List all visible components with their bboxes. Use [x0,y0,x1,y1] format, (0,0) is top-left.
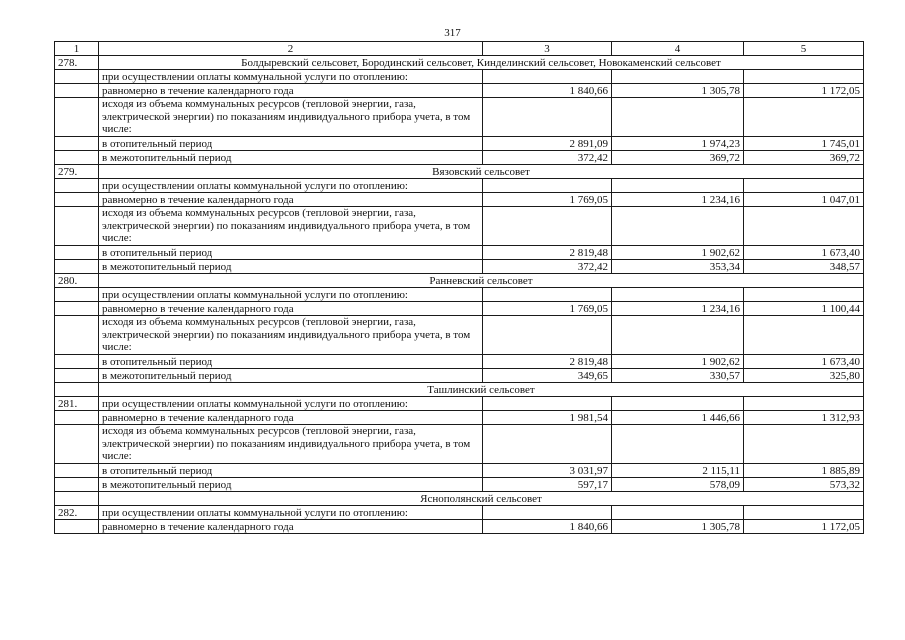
value-cell: 1 305,78 [612,520,744,534]
row-label: исходя из объема коммунальных ресурсов (тепловой энергии, газа, электрической энергии) по показаниям индивидуального прибора учета, в том числе: [99,316,483,355]
table-row [55,151,864,165]
value-cell: 348,57 [744,260,864,274]
row-label: равномерно в течение календарного года [99,411,483,425]
row-number: 280. [55,274,99,288]
value-cell: 1 312,93 [744,411,864,425]
value-cell: 573,32 [744,478,864,492]
row-label: исходя из объема коммунальных ресурсов (тепловой энергии, газа, электрической энергии) по показаниям индивидуального прибора учета, в том числе: [99,98,483,137]
tariff-table [54,41,864,534]
row-label: в отопительный период [99,246,483,260]
empty-cell [483,425,612,464]
empty-cell [744,506,864,520]
row-number: 278. [55,56,99,70]
row-label: в отопительный период [99,355,483,369]
row-label: при осуществлении оплаты коммунальной услуги по отоплению: [99,397,483,411]
value-cell: 3 031,97 [483,464,612,478]
empty-cell [612,288,744,302]
empty-cell [612,179,744,193]
table-row [55,425,864,464]
empty-cell [483,506,612,520]
empty-cell [612,70,744,84]
section-title: Яснополянский сельсовет [99,492,864,506]
empty-cell [744,288,864,302]
table-row [55,70,864,84]
empty-cell [55,369,99,383]
value-cell: 1 981,54 [483,411,612,425]
table-row [55,478,864,492]
value-cell: 349,65 [483,369,612,383]
empty-cell [612,425,744,464]
value-cell: 1 047,01 [744,193,864,207]
value-cell: 1 769,05 [483,193,612,207]
column-header: 1 [55,42,99,56]
section-title-row [55,165,864,179]
row-label: в межотопительный период [99,260,483,274]
value-cell: 330,57 [612,369,744,383]
empty-cell [55,302,99,316]
row-label: равномерно в течение календарного года [99,302,483,316]
value-cell: 1 234,16 [612,193,744,207]
empty-cell [55,425,99,464]
column-header: 3 [483,42,612,56]
row-label: в отопительный период [99,464,483,478]
table-row [55,84,864,98]
empty-cell [612,506,744,520]
row-label: в отопительный период [99,137,483,151]
empty-cell [55,193,99,207]
empty-cell [483,98,612,137]
empty-cell [744,425,864,464]
row-label: в межотопительный период [99,151,483,165]
page-number: 317 [444,27,461,39]
empty-cell [55,492,99,506]
empty-cell [55,288,99,302]
value-cell: 2 819,48 [483,246,612,260]
value-cell: 2 891,09 [483,137,612,151]
value-cell: 1 840,66 [483,84,612,98]
empty-cell [55,316,99,355]
empty-cell [55,355,99,369]
table-row [55,302,864,316]
empty-cell [612,316,744,355]
empty-cell [55,207,99,246]
row-label: при осуществлении оплаты коммунальной услуги по отоплению: [99,70,483,84]
empty-cell [744,70,864,84]
value-cell: 1 885,89 [744,464,864,478]
table-row [55,316,864,355]
empty-cell [55,520,99,534]
row-number: 281. [55,397,99,411]
value-cell: 1 305,78 [612,84,744,98]
empty-cell [55,464,99,478]
section-title-row [55,492,864,506]
empty-cell [744,397,864,411]
value-cell: 1 172,05 [744,84,864,98]
empty-cell [612,397,744,411]
row-label: при осуществлении оплаты коммунальной услуги по отоплению: [99,179,483,193]
row-label: равномерно в течение календарного года [99,84,483,98]
empty-cell [55,84,99,98]
section-title-row [55,383,864,397]
empty-cell [483,70,612,84]
value-cell: 1 234,16 [612,302,744,316]
empty-cell [612,207,744,246]
header-row [55,42,864,56]
value-cell: 597,17 [483,478,612,492]
row-label: при осуществлении оплаты коммунальной услуги по отоплению: [99,288,483,302]
row-label: исходя из объема коммунальных ресурсов (тепловой энергии, газа, электрической энергии) по показаниям индивидуального прибора учета, в том числе: [99,207,483,246]
table-row [55,288,864,302]
empty-cell [55,98,99,137]
value-cell: 1 974,23 [612,137,744,151]
value-cell: 1 769,05 [483,302,612,316]
row-label: при осуществлении оплаты коммунальной услуги по отоплению: [99,506,483,520]
empty-cell [55,179,99,193]
table-row [55,179,864,193]
value-cell: 1 745,01 [744,137,864,151]
empty-cell [55,478,99,492]
empty-cell [612,98,744,137]
table-row [55,246,864,260]
value-cell: 369,72 [612,151,744,165]
table-row [55,260,864,274]
empty-cell [55,151,99,165]
value-cell: 353,34 [612,260,744,274]
row-label: равномерно в течение календарного года [99,193,483,207]
section-title: Болдыревский сельсовет, Бородинский сельсовет, Кинделинский сельсовет, Новокаменский сельсовет [99,56,864,70]
table-row [55,137,864,151]
empty-cell [55,260,99,274]
section-title: Вязовский сельсовет [99,165,864,179]
table-row [55,207,864,246]
row-number: 279. [55,165,99,179]
column-header: 2 [99,42,483,56]
value-cell: 578,09 [612,478,744,492]
row-label: в межотопительный период [99,369,483,383]
section-title-row [55,56,864,70]
section-title: Ташлинский сельсовет [99,383,864,397]
table-row [55,520,864,534]
empty-cell [483,288,612,302]
empty-cell [744,207,864,246]
table-row [55,193,864,207]
value-cell: 1 172,05 [744,520,864,534]
table-row [55,355,864,369]
empty-cell [55,70,99,84]
empty-cell [55,246,99,260]
value-cell: 1 673,40 [744,246,864,260]
table-row [55,411,864,425]
value-cell: 369,72 [744,151,864,165]
value-cell: 1 100,44 [744,302,864,316]
value-cell: 2 115,11 [612,464,744,478]
value-cell: 1 902,62 [612,355,744,369]
table-row [55,397,864,411]
empty-cell [483,179,612,193]
row-label: исходя из объема коммунальных ресурсов (тепловой энергии, газа, электрической энергии) по показаниям индивидуального прибора учета, в том числе: [99,425,483,464]
empty-cell [744,98,864,137]
value-cell: 2 819,48 [483,355,612,369]
value-cell: 372,42 [483,151,612,165]
column-header: 4 [612,42,744,56]
column-header: 5 [744,42,864,56]
empty-cell [55,383,99,397]
value-cell: 325,80 [744,369,864,383]
table-row [55,506,864,520]
value-cell: 1 673,40 [744,355,864,369]
empty-cell [55,411,99,425]
value-cell: 1 446,66 [612,411,744,425]
empty-cell [483,207,612,246]
section-title-row [55,274,864,288]
empty-cell [483,397,612,411]
table-row [55,369,864,383]
empty-cell [744,316,864,355]
empty-cell [55,137,99,151]
value-cell: 1 902,62 [612,246,744,260]
empty-cell [483,316,612,355]
row-label: в межотопительный период [99,478,483,492]
table-row [55,98,864,137]
row-number: 282. [55,506,99,520]
value-cell: 372,42 [483,260,612,274]
table-row [55,464,864,478]
empty-cell [744,179,864,193]
value-cell: 1 840,66 [483,520,612,534]
section-title: Ранневский сельсовет [99,274,864,288]
row-label: равномерно в течение календарного года [99,520,483,534]
